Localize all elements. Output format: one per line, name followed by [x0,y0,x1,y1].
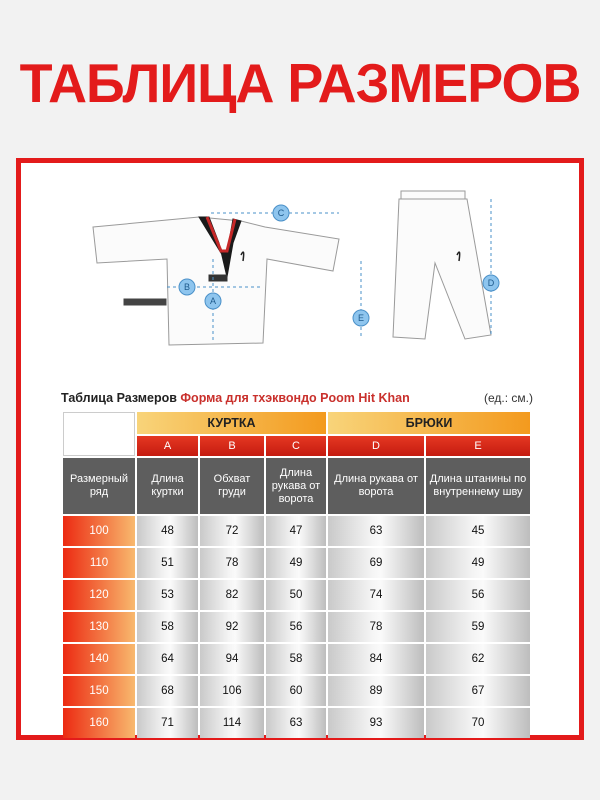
jacket-illustration [93,217,339,345]
label-c: C [277,208,285,218]
value-cell: 82 [200,580,264,610]
value-cell: 70 [426,708,530,738]
caption-product: Форма для тхэквондо Poom Hit Khan [180,391,410,405]
value-cell: 69 [328,548,424,578]
column-letter: B [200,436,264,456]
table-row [63,612,530,642]
value-cell: 78 [328,612,424,642]
label-b: B [183,282,191,292]
value-cell: 84 [328,644,424,674]
column-header: Обхват груди [200,458,264,514]
table-caption [61,391,410,405]
column-letter: D [328,436,424,456]
value-cell: 64 [137,644,198,674]
corner-cell [63,412,135,456]
column-letter: E [426,436,530,456]
row-header: Размерный ряд [63,458,135,514]
caption-label: Таблица Размеров [61,391,177,405]
size-cell: 100 [63,516,135,546]
size-cell: 160 [63,708,135,738]
group-jacket: КУРТКА [137,412,326,434]
size-table [61,410,532,740]
value-cell: 59 [426,612,530,642]
size-chart-card [16,158,584,740]
value-cell: 89 [328,676,424,706]
table-row [63,708,530,738]
group-pants: БРЮКИ [328,412,530,434]
table-row [63,644,530,674]
page-title: ТАБЛИЦА РАЗМЕРОВ [19,52,581,114]
value-cell: 62 [426,644,530,674]
value-cell: 63 [328,516,424,546]
value-cell: 63 [266,708,326,738]
label-e: E [357,313,365,323]
size-cell: 150 [63,676,135,706]
label-a: A [209,296,217,306]
value-cell: 106 [200,676,264,706]
value-cell: 51 [137,548,198,578]
value-cell: 58 [266,644,326,674]
size-cell: 140 [63,644,135,674]
column-header: Длина рукава от ворота [266,458,326,514]
value-cell: 48 [137,516,198,546]
size-cell: 120 [63,580,135,610]
value-cell: 71 [137,708,198,738]
column-letter: C [266,436,326,456]
column-letter: A [137,436,198,456]
table-row [63,580,530,610]
size-cell: 110 [63,548,135,578]
value-cell: 72 [200,516,264,546]
column-header: Длина штанины по внутреннему шву [426,458,530,514]
size-cell: 130 [63,612,135,642]
uniform-diagram [21,163,579,388]
value-cell: 58 [137,612,198,642]
value-cell: 60 [266,676,326,706]
value-cell: 78 [200,548,264,578]
table-row [63,548,530,578]
label-d: D [487,278,495,288]
value-cell: 47 [266,516,326,546]
table-row [63,676,530,706]
value-cell: 74 [328,580,424,610]
value-cell: 56 [426,580,530,610]
value-cell: 94 [200,644,264,674]
value-cell: 93 [328,708,424,738]
value-cell: 50 [266,580,326,610]
value-cell: 114 [200,708,264,738]
value-cell: 68 [137,676,198,706]
column-header: Длина куртки [137,458,198,514]
table-row [63,516,530,546]
value-cell: 49 [426,548,530,578]
column-header: Длина рукава от ворота [328,458,424,514]
pants-illustration [393,191,491,339]
value-cell: 56 [266,612,326,642]
value-cell: 45 [426,516,530,546]
value-cell: 53 [137,580,198,610]
value-cell: 92 [200,612,264,642]
value-cell: 49 [266,548,326,578]
units-note: (ед.: см.) [484,391,533,405]
size-rows [63,516,530,738]
value-cell: 67 [426,676,530,706]
